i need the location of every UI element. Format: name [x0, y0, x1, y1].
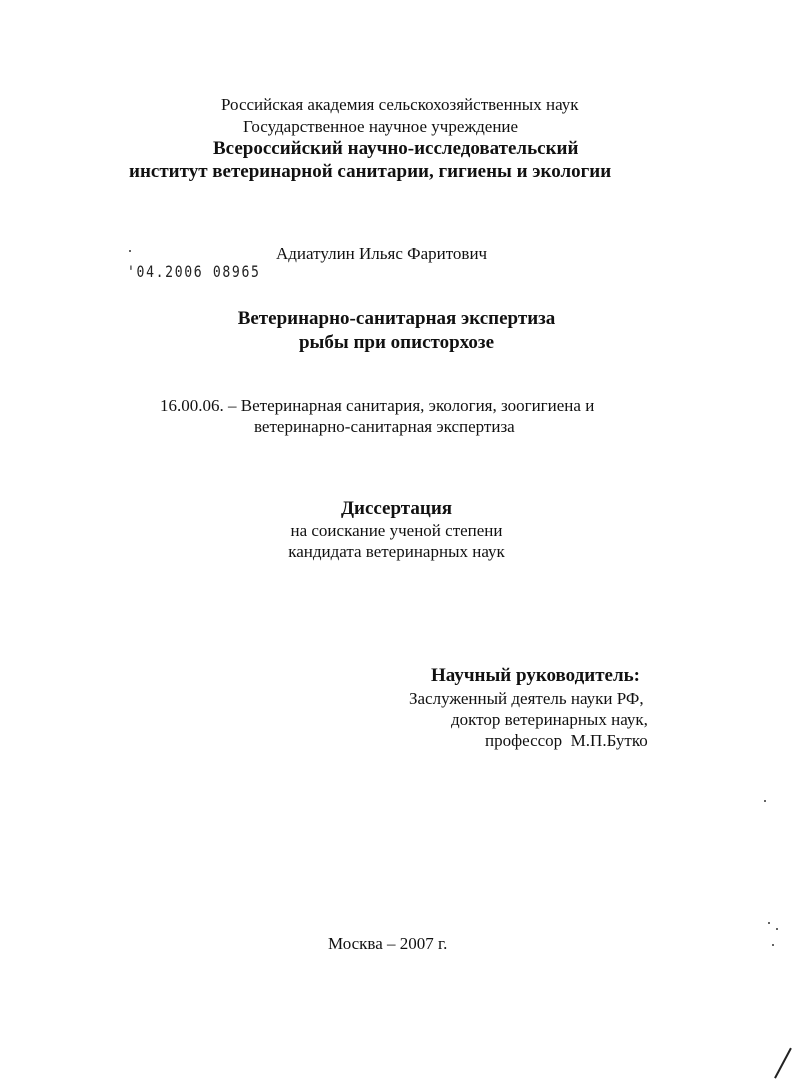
institute-name-line1: Всероссийский научно-исследовательский — [213, 138, 579, 159]
thesis-title-line1: Ветеринарно-санитарная экспертиза — [237, 308, 556, 329]
specialty-line2: ветеринарно-санитарная экспертиза — [254, 417, 515, 436]
supervisor-title-line1: Заслуженный деятель науки РФ, — [409, 689, 644, 708]
thesis-title-line2: рыбы при описторхозе — [298, 332, 495, 353]
scan-speck — [129, 250, 131, 252]
scan-speck — [768, 922, 770, 924]
degree-heading: Диссертация — [340, 498, 453, 519]
scan-speck — [772, 944, 774, 946]
specialty-line1: 16.00.06. – Ветеринарная санитария, экология, зоогигиена и — [160, 396, 595, 415]
institution-type: Государственное научное учреждение — [243, 117, 519, 136]
academy-name: Российская академия сельскохозяйственных наук — [221, 95, 579, 114]
scan-speck — [764, 800, 766, 802]
author-name: Адиатулин Ильяс Фаритович — [276, 244, 488, 263]
institute-name-line2: институт ветеринарной санитарии, гигиены и экологии — [129, 161, 612, 182]
degree-line2: кандидата ветеринарных наук — [288, 542, 505, 561]
city-year: Москва – 2007 г. — [328, 934, 448, 953]
supervisor-heading: Научный руководитель: — [431, 665, 640, 686]
scan-speck — [776, 928, 778, 930]
degree-line1: на соискание ученой степени — [290, 521, 503, 540]
scan-mark — [774, 1048, 791, 1079]
supervisor-name: профессор М.П.Бутко — [485, 731, 648, 750]
supervisor-title-line2: доктор ветеринарных наук, — [451, 710, 648, 729]
registration-stamp: '04.2006 08965 — [127, 262, 261, 281]
